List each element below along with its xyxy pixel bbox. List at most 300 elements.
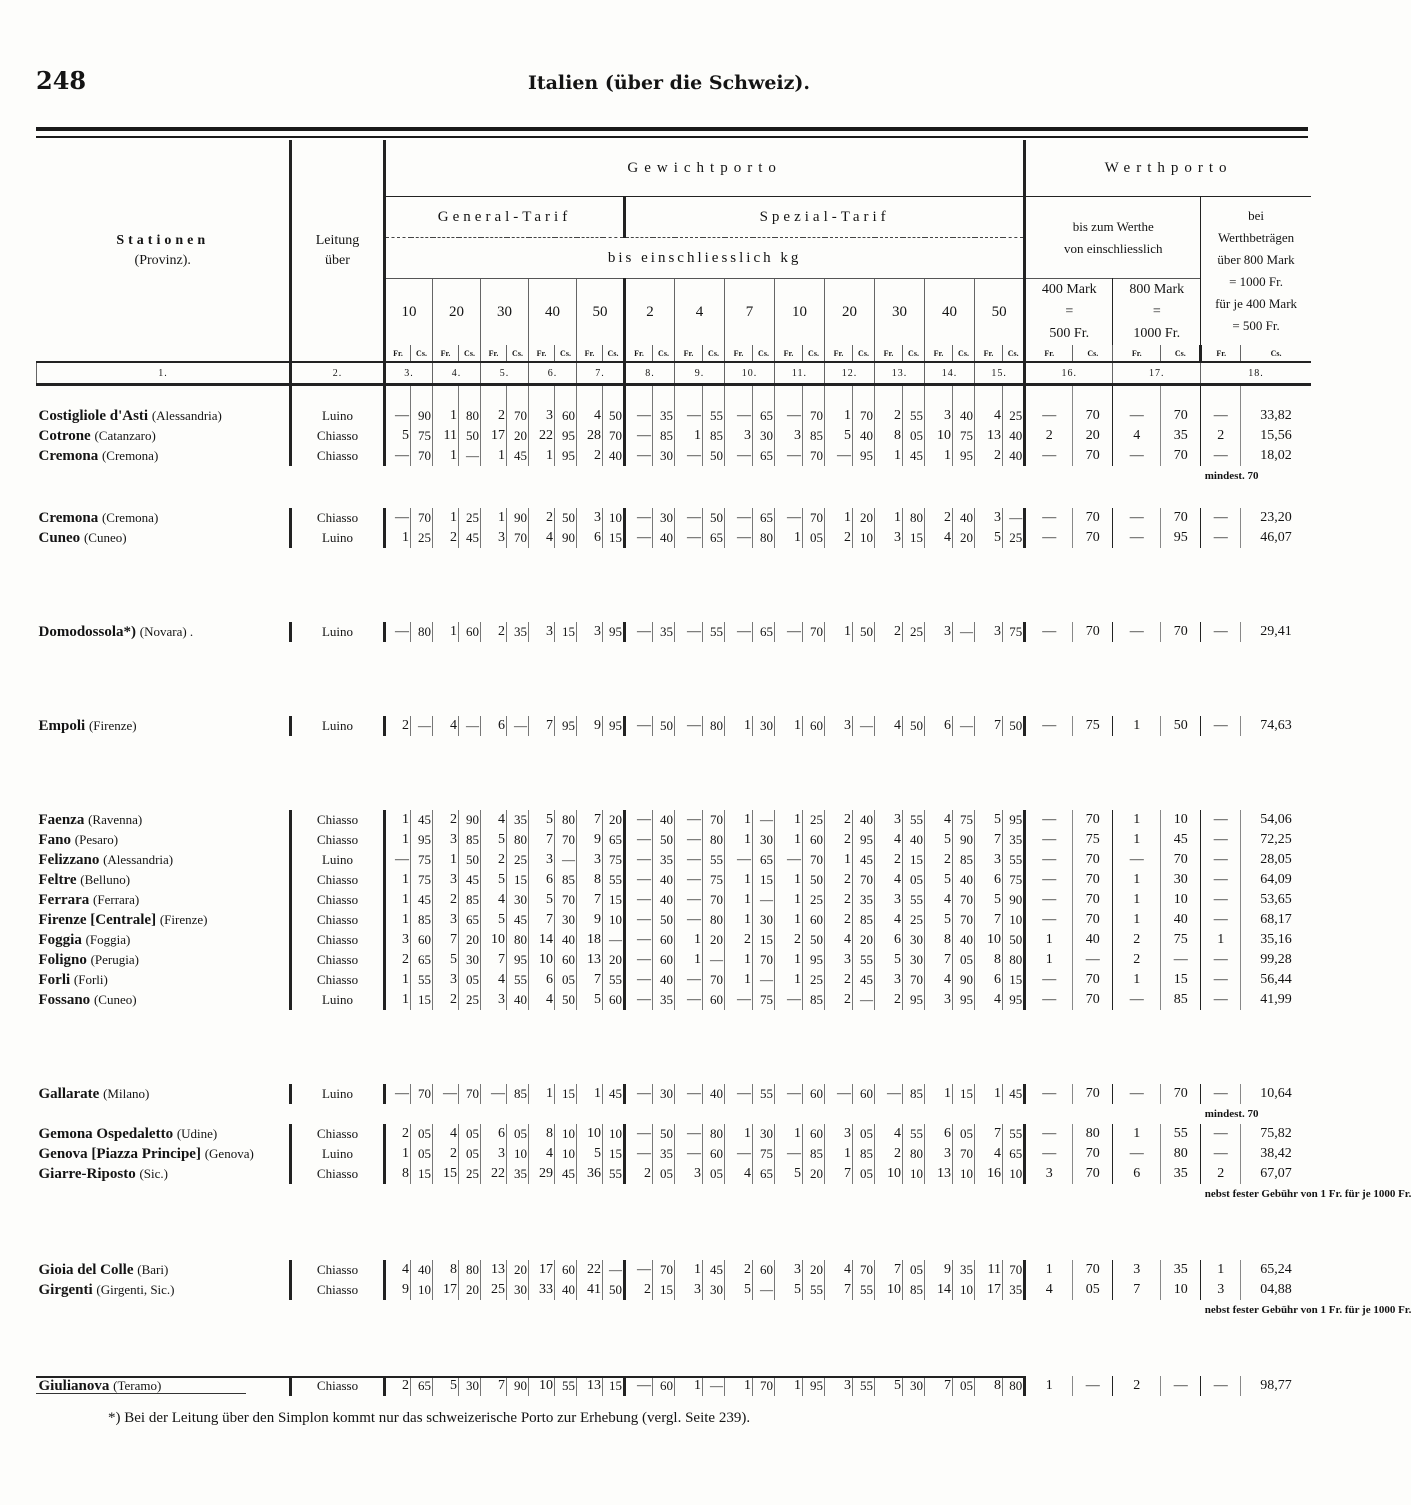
- col-number: 7.: [577, 362, 625, 385]
- bei-cs: 98,77: [1241, 1376, 1311, 1396]
- unit-cs: Cs.: [653, 345, 675, 362]
- porto-cs: 45: [411, 890, 433, 910]
- porto-cs: —: [703, 1376, 725, 1396]
- porto-cs: 20: [603, 950, 625, 970]
- werth-400-fr: —: [1025, 1124, 1073, 1144]
- porto-fr: 2: [385, 1376, 411, 1396]
- porto-cs: 60: [603, 990, 625, 1010]
- porto-cs: 50: [555, 508, 577, 528]
- porto-cs: 35: [653, 850, 675, 870]
- porto-cs: 80: [703, 1124, 725, 1144]
- table-row: [37, 810, 1311, 830]
- porto-fr: 1: [433, 622, 459, 642]
- porto-fr: 1: [775, 870, 803, 890]
- row-gap-cell: [37, 1204, 1311, 1260]
- station-name: Girgenti: [38, 1281, 93, 1298]
- porto-cs: 40: [1003, 426, 1025, 446]
- porto-cs: 65: [603, 830, 625, 850]
- porto-fr: 7: [577, 970, 603, 990]
- porto-cs: 40: [853, 810, 875, 830]
- bei-cs: 68,17: [1241, 910, 1311, 930]
- bei-fr: —: [1201, 622, 1241, 642]
- porto-fr: 1: [725, 1376, 753, 1396]
- station-name: Giarre-Riposto: [38, 1165, 136, 1182]
- porto-cs: —: [953, 622, 975, 642]
- header-spezial-tarif: Spezial-Tarif: [625, 197, 1025, 238]
- werth-800-fr: —: [1113, 1144, 1161, 1164]
- station-province: (Bari): [137, 1261, 169, 1277]
- porto-fr: 1: [385, 970, 411, 990]
- unit-fr: Fr.: [385, 345, 411, 362]
- porto-fr: 15: [433, 1164, 459, 1184]
- station-province: (Ferrara): [93, 891, 140, 907]
- porto-fr: 1: [775, 716, 803, 736]
- porto-cs: 40: [555, 930, 577, 950]
- leitung-cell: Chiasso: [291, 970, 385, 990]
- porto-cs: 40: [411, 1260, 433, 1280]
- bei-fr: —: [1201, 850, 1241, 870]
- porto-fr: 3: [481, 528, 507, 548]
- porto-cs: 40: [953, 385, 975, 427]
- row-gap: [37, 1204, 1311, 1260]
- porto-cs: 10: [953, 1280, 975, 1300]
- header-weight: 50: [577, 279, 625, 346]
- porto-fr: 7: [975, 910, 1003, 930]
- station-name: Cuneo: [38, 529, 81, 546]
- porto-cs: 85: [803, 1144, 825, 1164]
- porto-cs: 10: [507, 1144, 529, 1164]
- porto-cs: 65: [753, 508, 775, 528]
- leitung-cell: Chiasso: [291, 870, 385, 890]
- porto-fr: —: [625, 850, 653, 870]
- col-number: 17.: [1113, 362, 1201, 385]
- porto-cs: —: [459, 716, 481, 736]
- porto-cs: 70: [653, 1260, 675, 1280]
- porto-fr: —: [775, 446, 803, 466]
- porto-cs: 80: [703, 830, 725, 850]
- werth-800-cs: 10: [1161, 810, 1201, 830]
- porto-fr: 3: [875, 970, 903, 990]
- porto-cs: —: [753, 810, 775, 830]
- porto-fr: —: [385, 622, 411, 642]
- porto-fr: 2: [625, 1164, 653, 1184]
- porto-fr: 2: [775, 930, 803, 950]
- bei-note: mindest. 70: [1204, 1108, 1259, 1120]
- werth-400-fr: —: [1025, 528, 1073, 548]
- porto-fr: 41: [577, 1280, 603, 1300]
- porto-fr: 5: [975, 810, 1003, 830]
- porto-cs: 05: [459, 1124, 481, 1144]
- porto-cs: 90: [953, 970, 975, 990]
- porto-cs: 75: [953, 426, 975, 446]
- porto-fr: 4: [825, 930, 853, 950]
- porto-cs: 15: [507, 870, 529, 890]
- porto-cs: 65: [459, 910, 481, 930]
- porto-cs: 75: [411, 870, 433, 890]
- porto-cs: 70: [853, 1260, 875, 1280]
- station-province: (Udine): [176, 1125, 218, 1141]
- porto-fr: 4: [975, 990, 1003, 1010]
- porto-fr: 2: [975, 446, 1003, 466]
- porto-fr: 1: [481, 508, 507, 528]
- header-weight: 40: [925, 279, 975, 346]
- porto-cs: 70: [803, 508, 825, 528]
- werth-800-fr: 2: [1113, 950, 1161, 970]
- porto-fr: 8: [975, 950, 1003, 970]
- porto-cs: 45: [853, 850, 875, 870]
- porto-cs: 50: [653, 716, 675, 736]
- porto-fr: 4: [433, 1124, 459, 1144]
- werth-800-cs: 70: [1161, 850, 1201, 870]
- porto-fr: 6: [529, 870, 555, 890]
- porto-cs: —: [703, 950, 725, 970]
- porto-cs: 40: [953, 930, 975, 950]
- porto-fr: —: [675, 528, 703, 548]
- porto-cs: 30: [753, 426, 775, 446]
- unit-cs: Cs.: [903, 345, 925, 362]
- porto-cs: 55: [1003, 1124, 1025, 1144]
- header-general-tarif: General-Tarif: [385, 197, 625, 238]
- porto-fr: 1: [775, 528, 803, 548]
- unit-fr: Fr.: [1113, 345, 1161, 362]
- werth-400-cs: 20: [1073, 426, 1113, 446]
- porto-fr: —: [725, 990, 753, 1010]
- station-cell: [37, 830, 291, 850]
- station-name: Gioia del Colle: [38, 1261, 134, 1278]
- porto-fr: 1: [675, 1376, 703, 1396]
- bei-cs: 56,44: [1241, 970, 1311, 990]
- porto-fr: 5: [875, 1376, 903, 1396]
- porto-cs: 60: [753, 1260, 775, 1280]
- porto-cs: —: [753, 970, 775, 990]
- porto-cs: 50: [653, 1124, 675, 1144]
- porto-fr: 2: [529, 508, 555, 528]
- porto-fr: 3: [433, 910, 459, 930]
- porto-fr: 1: [675, 426, 703, 446]
- porto-fr: —: [675, 446, 703, 466]
- porto-fr: 16: [975, 1164, 1003, 1184]
- porto-fr: 5: [925, 870, 953, 890]
- col-number: 10.: [725, 362, 775, 385]
- unit-cs: Cs.: [753, 345, 775, 362]
- porto-fr: 1: [385, 810, 411, 830]
- porto-cs: 10: [1003, 1164, 1025, 1184]
- porto-fr: 1: [481, 446, 507, 466]
- porto-fr: 1: [385, 890, 411, 910]
- porto-cs: 05: [411, 1124, 433, 1144]
- werth-400-fr: —: [1025, 890, 1073, 910]
- porto-fr: 2: [825, 990, 853, 1010]
- werth-800-cs: 55: [1161, 1124, 1201, 1144]
- porto-fr: 4: [529, 990, 555, 1010]
- porto-cs: —: [603, 930, 625, 950]
- porto-fr: 11: [433, 426, 459, 446]
- row-gap-cell: [37, 736, 1311, 810]
- bei-cs: 41,99: [1241, 990, 1311, 1010]
- porto-cs: 85: [953, 850, 975, 870]
- bei-fr: 1: [1201, 1260, 1241, 1280]
- station-province: (Alessandria): [103, 851, 174, 867]
- porto-fr: 7: [481, 1376, 507, 1396]
- note-spacer: [37, 1184, 1201, 1204]
- porto-fr: 5: [825, 426, 853, 446]
- werth-400-fr: 2: [1025, 426, 1073, 446]
- bei-cs: 04,88: [1241, 1280, 1311, 1300]
- porto-cs: 45: [459, 528, 481, 548]
- porto-cs: 65: [753, 1164, 775, 1184]
- porto-fr: 4: [925, 970, 953, 990]
- leitung-cell: Chiasso: [291, 810, 385, 830]
- porto-fr: 1: [775, 910, 803, 930]
- station-name: Forli: [38, 971, 71, 988]
- porto-fr: 1: [675, 950, 703, 970]
- porto-cs: 55: [603, 870, 625, 890]
- porto-fr: 7: [975, 1124, 1003, 1144]
- porto-cs: 55: [603, 1164, 625, 1184]
- bei-cs: 67,07: [1241, 1164, 1311, 1184]
- col-number: 14.: [925, 362, 975, 385]
- porto-cs: 80: [903, 1144, 925, 1164]
- porto-fr: 13: [975, 426, 1003, 446]
- porto-fr: 3: [975, 850, 1003, 870]
- unit-fr: Fr.: [1025, 345, 1073, 362]
- leitung-cell: Luino: [291, 850, 385, 870]
- porto-cs: 60: [555, 1260, 577, 1280]
- table-row: [37, 870, 1311, 890]
- porto-cs: 95: [953, 446, 975, 466]
- porto-cs: 20: [803, 1164, 825, 1184]
- porto-cs: 95: [953, 990, 975, 1010]
- werth-800-cs: 95: [1161, 528, 1201, 548]
- werth-800-fr: 1: [1113, 716, 1161, 736]
- porto-fr: 10: [481, 930, 507, 950]
- werth-800-fr: —: [1113, 850, 1161, 870]
- porto-fr: 5: [975, 528, 1003, 548]
- werth-800-fr: —: [1113, 622, 1161, 642]
- porto-fr: 13: [925, 1164, 953, 1184]
- porto-cs: 35: [653, 990, 675, 1010]
- table-row: [37, 1144, 1311, 1164]
- porto-cs: 55: [853, 950, 875, 970]
- porto-cs: 60: [703, 1144, 725, 1164]
- porto-cs: 15: [555, 622, 577, 642]
- bei-fr: 1: [1201, 930, 1241, 950]
- porto-cs: 80: [1003, 1376, 1025, 1396]
- porto-cs: 30: [459, 1376, 481, 1396]
- table-row: [37, 1280, 1311, 1300]
- station-name: Foggia: [38, 931, 82, 948]
- porto-cs: —: [853, 716, 875, 736]
- werth-800-cs: 35: [1161, 1260, 1201, 1280]
- bei-fr: 2: [1201, 1164, 1241, 1184]
- werth-800-cs: 40: [1161, 910, 1201, 930]
- porto-cs: 80: [459, 1260, 481, 1280]
- porto-cs: 25: [803, 890, 825, 910]
- porto-cs: 15: [1003, 970, 1025, 990]
- porto-cs: 70: [953, 910, 975, 930]
- porto-fr: 3: [433, 830, 459, 850]
- porto-cs: 55: [903, 810, 925, 830]
- porto-fr: —: [675, 830, 703, 850]
- porto-cs: 70: [953, 1144, 975, 1164]
- porto-fr: 2: [825, 870, 853, 890]
- porto-fr: 1: [577, 1084, 603, 1104]
- leitung-cell: Luino: [291, 716, 385, 736]
- porto-cs: 35: [1003, 1280, 1025, 1300]
- porto-cs: 95: [803, 1376, 825, 1396]
- porto-cs: 40: [1003, 446, 1025, 466]
- station-name: Firenze [Centrale]: [38, 911, 157, 928]
- porto-cs: 40: [653, 970, 675, 990]
- header-weight: 10: [385, 279, 433, 346]
- porto-cs: 65: [1003, 1144, 1025, 1164]
- porto-cs: 50: [803, 870, 825, 890]
- col-number: 1.: [37, 362, 291, 385]
- porto-cs: 70: [753, 1376, 775, 1396]
- porto-fr: 17: [481, 426, 507, 446]
- porto-cs: 15: [753, 930, 775, 950]
- porto-cs: 30: [507, 890, 529, 910]
- porto-cs: 70: [803, 622, 825, 642]
- porto-fr: —: [625, 385, 653, 427]
- werth-400-cs: 70: [1073, 990, 1113, 1010]
- header-bis-zum-werthe: bis zum Werthe von einschliesslich: [1025, 197, 1201, 279]
- station-cell: [37, 716, 291, 736]
- porto-cs: 15: [603, 1376, 625, 1396]
- station-cell: [37, 1280, 291, 1300]
- porto-fr: —: [675, 850, 703, 870]
- porto-fr: —: [675, 716, 703, 736]
- unit-fr: Fr.: [875, 345, 903, 362]
- porto-cs: 15: [903, 850, 925, 870]
- porto-fr: 5: [433, 1376, 459, 1396]
- unit-cs: Cs.: [507, 345, 529, 362]
- porto-cs: 05: [953, 1376, 975, 1396]
- porto-fr: 1: [433, 385, 459, 427]
- porto-fr: 5: [925, 910, 953, 930]
- porto-fr: 1: [725, 890, 753, 910]
- porto-cs: 90: [555, 528, 577, 548]
- porto-fr: 5: [481, 830, 507, 850]
- porto-cs: —: [459, 446, 481, 466]
- porto-cs: 05: [653, 1164, 675, 1184]
- porto-fr: 1: [725, 970, 753, 990]
- porto-cs: 75: [953, 810, 975, 830]
- porto-cs: 70: [753, 950, 775, 970]
- porto-cs: 15: [555, 1084, 577, 1104]
- unit-cs: Cs.: [1161, 345, 1201, 362]
- station-province: (Belluno): [80, 871, 131, 887]
- werth-800-cs: 45: [1161, 830, 1201, 850]
- porto-fr: 1: [725, 950, 753, 970]
- bei-fr: —: [1201, 1124, 1241, 1144]
- bei-fr: —: [1201, 1144, 1241, 1164]
- porto-cs: 05: [903, 426, 925, 446]
- bei-cs: 29,41: [1241, 622, 1311, 642]
- werth-800-cs: 85: [1161, 990, 1201, 1010]
- porto-cs: 50: [853, 622, 875, 642]
- porto-cs: 60: [703, 990, 725, 1010]
- station-province: (Foggia): [85, 931, 131, 947]
- porto-cs: 90: [507, 1376, 529, 1396]
- station-cell: [37, 622, 291, 642]
- porto-cs: 70: [411, 1084, 433, 1104]
- werth-800-cs: 80: [1161, 1144, 1201, 1164]
- porto-fr: 7: [875, 1260, 903, 1280]
- porto-fr: 7: [529, 716, 555, 736]
- porto-fr: 6: [481, 1124, 507, 1144]
- porto-cs: 70: [555, 890, 577, 910]
- table-row: [37, 426, 1311, 446]
- werth-800-cs: 15: [1161, 970, 1201, 990]
- porto-cs: —: [555, 850, 577, 870]
- porto-fr: —: [625, 950, 653, 970]
- porto-fr: 22: [577, 1260, 603, 1280]
- porto-cs: 05: [903, 870, 925, 890]
- porto-cs: —: [507, 716, 529, 736]
- porto-cs: 25: [903, 622, 925, 642]
- top-rule-thin: [36, 136, 1308, 138]
- porto-fr: 2: [433, 990, 459, 1010]
- werth-400-cs: 40: [1073, 930, 1113, 950]
- porto-fr: 10: [529, 950, 555, 970]
- note-row: [37, 466, 1311, 486]
- porto-cs: —: [953, 716, 975, 736]
- porto-cs: 70: [853, 870, 875, 890]
- porto-fr: 3: [725, 426, 753, 446]
- porto-cs: 30: [555, 910, 577, 930]
- porto-cs: 95: [803, 950, 825, 970]
- porto-cs: 70: [853, 385, 875, 427]
- unit-fr: Fr.: [975, 345, 1003, 362]
- werth-400-cs: 70: [1073, 508, 1113, 528]
- porto-cs: 65: [753, 622, 775, 642]
- porto-cs: 85: [703, 426, 725, 446]
- porto-fr: 4: [975, 1144, 1003, 1164]
- porto-fr: 4: [975, 385, 1003, 427]
- porto-fr: 1: [385, 990, 411, 1010]
- porto-fr: —: [675, 1124, 703, 1144]
- porto-fr: 29: [529, 1164, 555, 1184]
- porto-fr: 4: [875, 870, 903, 890]
- porto-cs: 80: [459, 385, 481, 427]
- porto-fr: —: [625, 910, 653, 930]
- porto-cs: 35: [507, 622, 529, 642]
- werth-800-cs: 75: [1161, 930, 1201, 950]
- porto-cs: 20: [507, 426, 529, 446]
- unit-cs: Cs.: [603, 345, 625, 362]
- bei-fr: —: [1201, 990, 1241, 1010]
- porto-fr: —: [625, 810, 653, 830]
- header-weight: 4: [675, 279, 725, 346]
- porto-cs: 20: [803, 1260, 825, 1280]
- porto-fr: 2: [875, 1144, 903, 1164]
- porto-cs: 30: [903, 1376, 925, 1396]
- porto-fr: 1: [529, 1084, 555, 1104]
- porto-cs: 40: [653, 890, 675, 910]
- porto-fr: 2: [825, 890, 853, 910]
- porto-cs: 55: [411, 970, 433, 990]
- station-cell: [37, 890, 291, 910]
- station-name: Fossano: [38, 991, 91, 1008]
- porto-fr: 3: [675, 1164, 703, 1184]
- station-name: Costigliole d'Asti: [38, 407, 149, 424]
- bei-fr: —: [1201, 890, 1241, 910]
- porto-cs: 55: [507, 970, 529, 990]
- werth-400-cs: 70: [1073, 1260, 1113, 1280]
- bei-fr: —: [1201, 528, 1241, 548]
- porto-cs: 75: [411, 850, 433, 870]
